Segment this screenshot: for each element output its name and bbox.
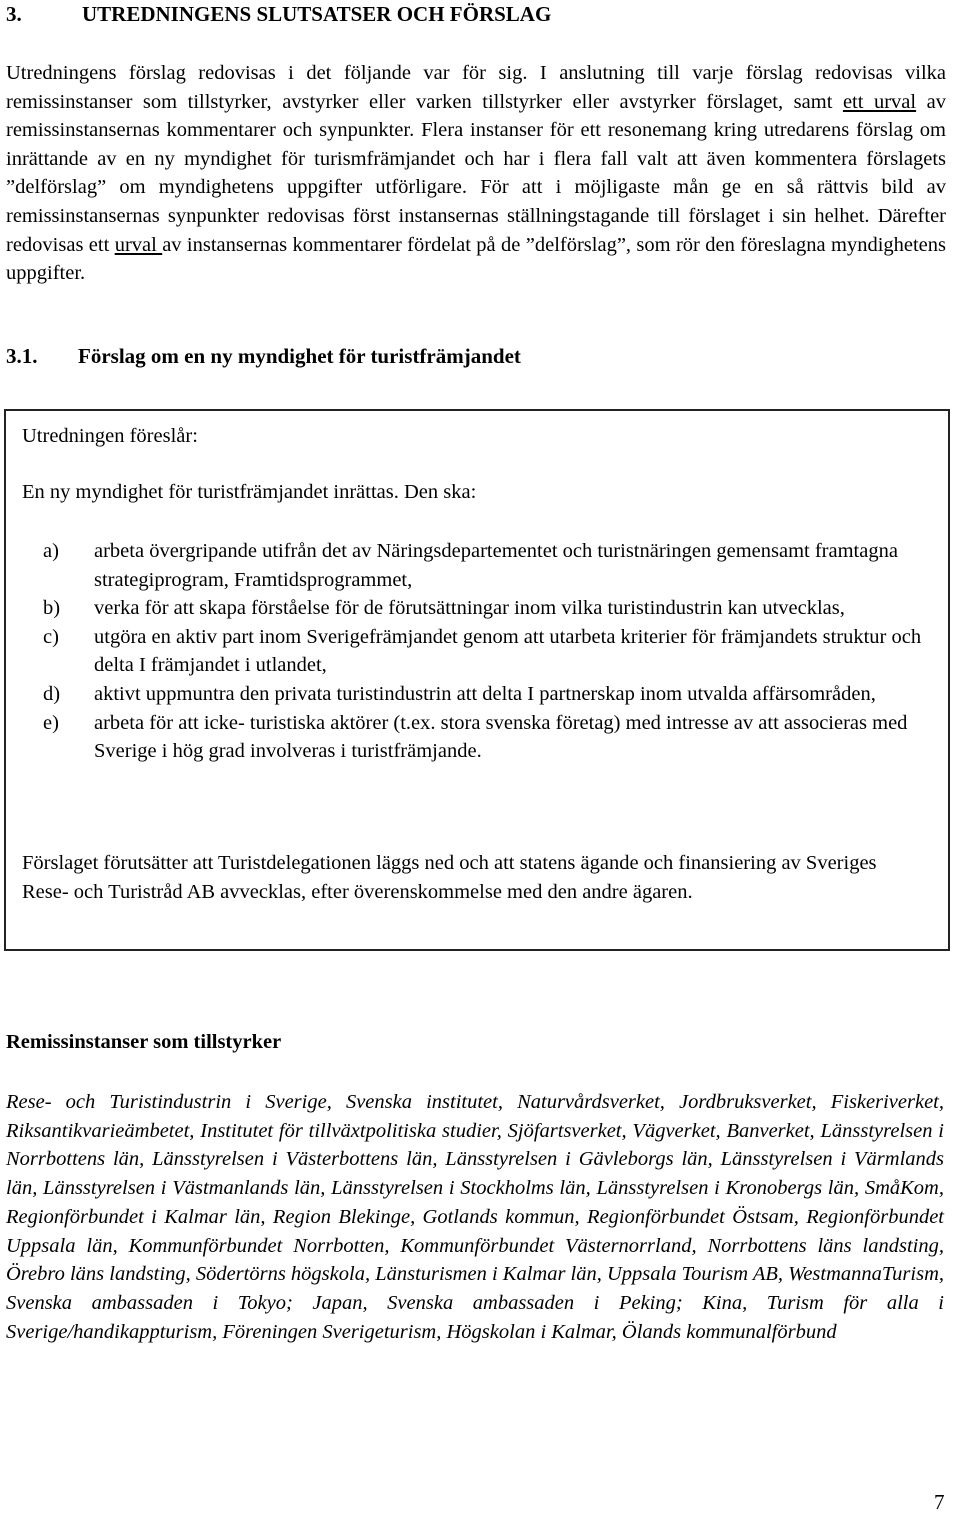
list-item [22, 680, 942, 709]
list-item-text: aktivt uppmuntra den privata turistindustrin att delta I partnerskap inom utvalda affärsområden, [94, 682, 876, 705]
list-item-label: a) [43, 540, 59, 562]
list-item-label: d) [43, 682, 61, 705]
list-item-text: utgöra en aktiv part inom Sverigefrämjandet genom att utarbeta kriterier för främjandets struktur och delta I främjandet i utlandet, [94, 625, 922, 677]
intro-text-1: Utredningens förslag redovisas i det följande var för sig. I anslutning till varje förslag redovisas vilka remissinstanser som tillstyrker, avstyrker eller varken tillstyrker eller avstyrker förslaget, samt [6, 62, 946, 113]
intro-underlined-2: urval [114, 233, 163, 256]
list-item [22, 623, 942, 680]
chapter-heading [6, 2, 551, 27]
proposal-box-text: En ny myndighet för turistfrämjandet inrättas. Den ska: [22, 481, 477, 503]
section-title: Förslag om en ny myndighet för turistfrämjandet [78, 344, 521, 368]
list-item [22, 709, 942, 766]
section-number: 3.1. [6, 344, 38, 368]
list-item-text: arbeta för att icke- turistiska aktörer (t.ex. stora svenska företag) med intresse av att associeras med Sverige i hög grad involveras i turistfrämjande. [94, 711, 908, 763]
list-item-label: c) [43, 625, 59, 648]
list-item-label: b) [43, 597, 61, 620]
proposal-box-footer: Förslaget förutsätter att Turistdelegationen läggs ned och att statens ägande och finansiering av Sveriges Rese- och Turistråd AB avvecklas, efter överenskommelse med den andre ägaren. [22, 852, 877, 903]
supporters-list: Rese- och Turistindustrin i Sverige, Svenska institutet, Naturvårdsverket, Jordbruksverket, Fiskeriverket, Riksantikvarieämbetet, Institutet för tillväxtpolitiska studier, Sjöfartsverket, Vägverket, Banverket, Länsstyrelsen i Norrbottens län, Länsstyrelsen i Västerbottens län, Länsstyrelsen i Gävleborgs län, Länsstyrelsen i Värmlands län, Länsstyrelsen i Västmanlands län, Länsstyrelsen i Stockholms län, Länsstyrelsen i Kronobergs län, SmåKom, Regionförbundet i Kalmar län, Region Blekinge, Gotlands kommun, Regionförbundet Östsam, Regionförbundet Uppsala län, Kommunförbundet Norrbotten, Kommunförbundet Västernorrland, Norrbottens läns landsting, Örebro läns landsting, Södertörns högskola, Länsturismen i Kalmar län, Uppsala Tourism AB, WestmannaTurism, Svenska ambassaden i Tokyo; Japan, Svenska ambassaden i Peking; Kina, Turism för alla i Sverige/handikappturism, Föreningen Sverigeturism, Högskolan i Kalmar, Ölands kommunalförbund [6, 1091, 944, 1343]
list-item-text: verka för att skapa förståelse för de förutsättningar inom vilka turistindustrin kan utvecklas, [94, 597, 845, 620]
list-item-label: e) [43, 711, 59, 734]
intro-paragraph [6, 59, 946, 288]
intro-underlined-1: ett urval [842, 90, 917, 113]
list-item-text: arbeta övergripande utifrån det av Näringsdepartementet och turistnäringen gemensamt framtagna strategiprogram, Framtidsprogrammet, [94, 540, 898, 591]
proposal-box [4, 409, 950, 951]
proposal-items-list [22, 537, 942, 766]
list-item [22, 594, 942, 623]
proposal-box-title: Utredningen föreslår: [22, 425, 198, 447]
chapter-number: 3. [6, 2, 22, 26]
section-heading [6, 344, 521, 369]
page-number: 7 [934, 1490, 945, 1514]
intro-text-2: av remissinstansernas kommentarer och synpunkter. Flera instanser för ett resonemang kring utredarens förslag om inrättande av en ny myndighet för turismfrämjandet och har i flera fall valt att även kommentera förslagets ”delförslag” om myndighetens uppgifter utförligare. För att i möjligaste mån ge en så rättvis bild av remissinstansernas synpunkter redovisas först instansernas ställningstagande till förslaget i sin helhet. Därefter redovisas ett [6, 90, 946, 256]
intro-text-3: av instansernas kommentarer fördelat på de ”delförslag”, som rör den föreslagna myndighetens uppgifter. [6, 233, 947, 285]
list-item [22, 537, 942, 594]
chapter-title: UTREDNINGENS SLUTSATSER OCH FÖRSLAG [82, 2, 552, 26]
supporters-heading: Remissinstanser som tillstyrker [6, 1031, 282, 1053]
